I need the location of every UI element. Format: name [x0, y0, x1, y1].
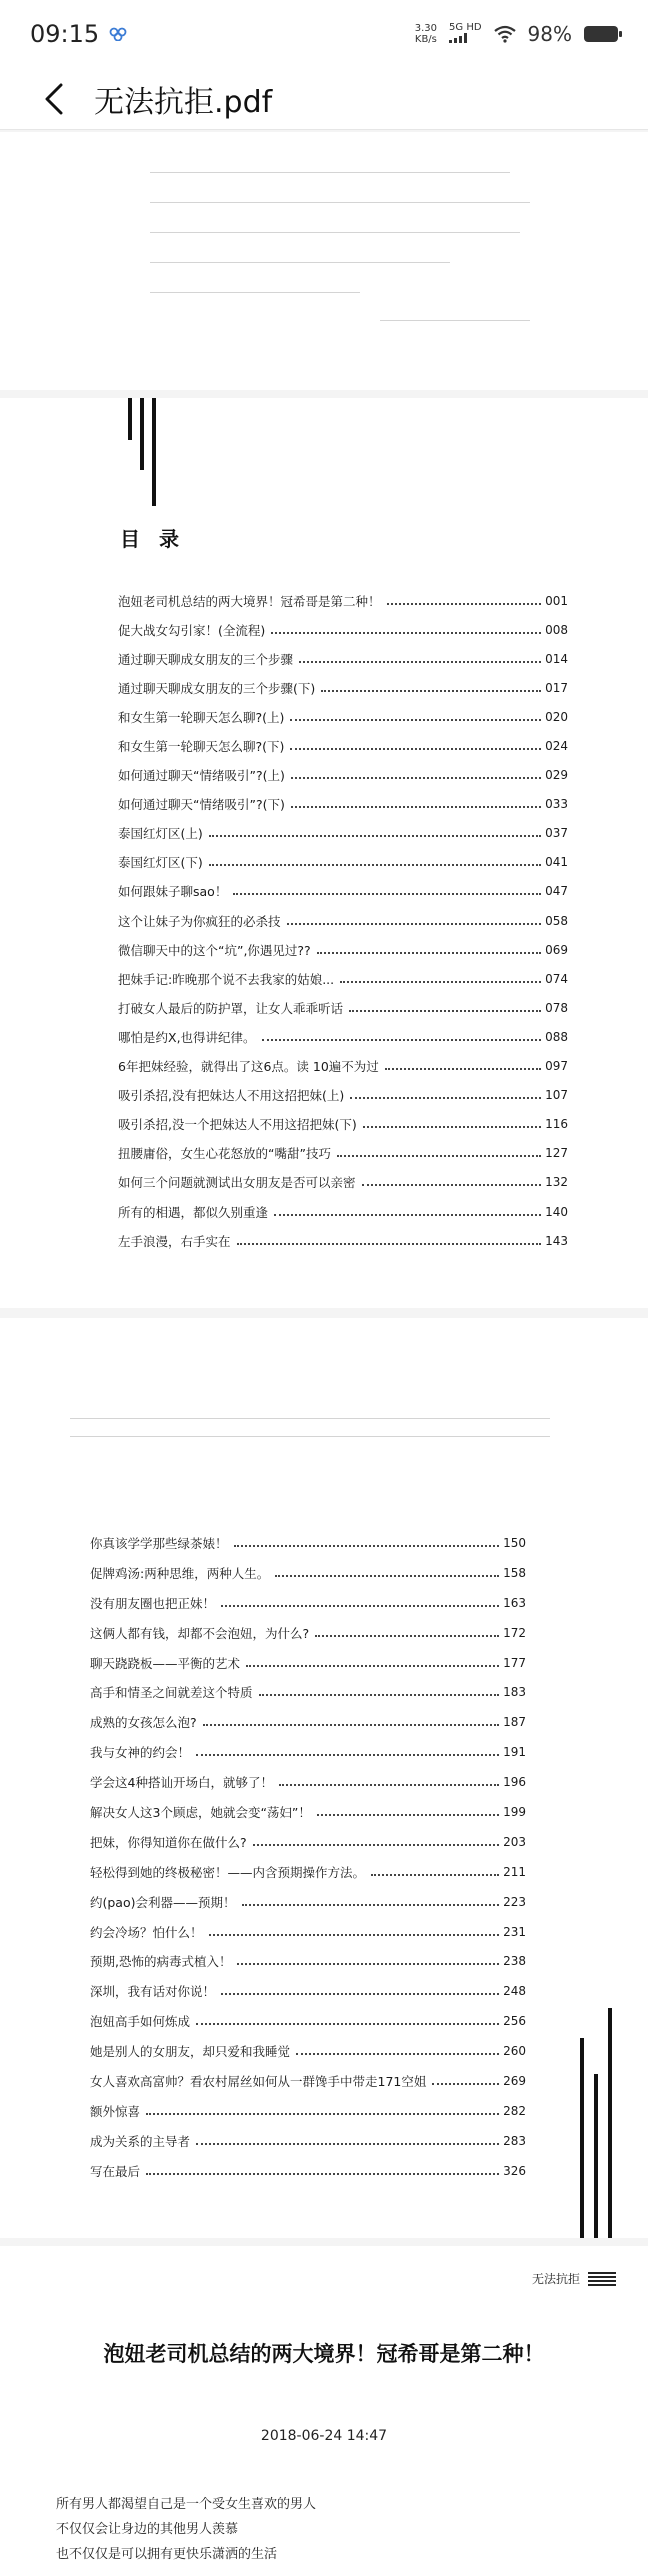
toc-entry[interactable] [90, 2006, 526, 2036]
toc-leader-dots [290, 748, 541, 750]
toc-entry[interactable] [118, 731, 568, 760]
toc-entry-title: 如何跟妹子聊sao！ [118, 884, 228, 900]
toc-entry[interactable] [90, 1767, 526, 1797]
toc-entry-title: 女人喜欢高富帅？看农村屌丝如何从一群馋手中带走171空姐 [90, 2073, 427, 2089]
faded-rule [70, 1436, 550, 1437]
toc-entry[interactable] [90, 1797, 526, 1827]
toc-entry-title: 深圳，我有话对你说！ [90, 1984, 216, 2000]
toc-list-2 [90, 1528, 526, 2186]
toc-entry[interactable] [90, 2156, 526, 2186]
toc-list-1 [118, 586, 568, 1255]
status-bar [0, 0, 648, 68]
toc-leader-dots [253, 1844, 499, 1846]
toc-entry[interactable] [118, 819, 568, 848]
toc-leader-dots [146, 2173, 499, 2175]
toc-entry-page: 024 [545, 739, 568, 754]
toc-leader-dots [432, 2083, 499, 2085]
toc-entry-page: 078 [545, 1000, 568, 1015]
battery-level: 98% [527, 22, 572, 46]
toc-entry[interactable] [90, 2036, 526, 2066]
toc-leader-dots [274, 1214, 541, 1216]
toc-entry-page: 282 [503, 2103, 526, 2118]
toc-entry[interactable] [90, 2126, 526, 2156]
toc-entry[interactable] [90, 1737, 526, 1767]
toc-entry-page: 037 [545, 826, 568, 841]
article-line: 也不仅仅是可以拥有更快乐潇洒的生活 [56, 2547, 278, 2560]
toc-entry[interactable] [90, 1618, 526, 1648]
clock: 09:15 [30, 20, 100, 48]
toc-leader-dots [299, 661, 541, 663]
toc-entry[interactable] [90, 1857, 526, 1887]
faded-rule [70, 1418, 550, 1419]
toc-entry[interactable] [118, 1081, 568, 1110]
faded-rule [150, 202, 530, 203]
toc-leader-dots [350, 1097, 541, 1099]
faded-rule [150, 292, 360, 293]
toc-entry-page: 088 [545, 1029, 568, 1044]
toc-entry-page: 172 [503, 1625, 526, 1640]
toc-entry[interactable] [118, 1139, 568, 1168]
toc-entry[interactable] [118, 702, 568, 731]
toc-entry-page: 008 [545, 622, 568, 637]
toc-leader-dots [296, 2053, 499, 2055]
toc-entry-title: 聊天跷跷板——平衡的艺术 [90, 1655, 241, 1671]
toc-entry[interactable] [118, 1052, 568, 1081]
toc-entry-page: 283 [503, 2133, 526, 2148]
toc-entry-page: 116 [545, 1117, 568, 1132]
back-button[interactable] [36, 79, 72, 119]
toc-leader-dots [349, 1010, 541, 1012]
toc-entry-page: 020 [545, 709, 568, 724]
toc-entry-title: 额外惊喜 [90, 2103, 141, 2119]
toc-leader-dots [321, 690, 541, 692]
toc-entry[interactable] [118, 1168, 568, 1197]
toc-entry-page: 058 [545, 913, 568, 928]
toc-leader-dots [237, 1963, 499, 1965]
toc-entry-title: 把妹手记:昨晚那个说不去我家的姑娘... [118, 971, 335, 987]
toc-entry[interactable] [90, 1976, 526, 2006]
toc-leader-dots [337, 1155, 541, 1157]
article-line: 不仅仅会让身边的其他男人羡慕 [56, 2522, 239, 2537]
pdf-page-top[interactable] [0, 132, 648, 390]
toc-entry-page: 158 [503, 1565, 526, 1580]
toc-entry-title: 如何通过聊天“情绪吸引”?(下) [118, 797, 285, 813]
toc-entry-title: 她是别人的女朋友，却只爱和我睡觉 [90, 2044, 291, 2060]
article-body [56, 2492, 316, 2560]
toc-entry-page: 177 [503, 1655, 526, 1670]
toc-leader-dots [317, 1814, 499, 1816]
toc-entry-title: 预期,恐怖的病毒式植入！ [90, 1954, 232, 1970]
toc-entry-title: 所有的相遇，都似久别重逢 [118, 1204, 269, 1220]
toc-entry-page: 187 [503, 1715, 526, 1730]
toc-entry[interactable] [90, 1946, 526, 1976]
decor-bar [580, 2038, 584, 2238]
brand-lines-icon [588, 2272, 616, 2286]
decor-bar [152, 398, 156, 506]
toc-leader-dots [279, 1784, 499, 1786]
toc-leader-dots [209, 864, 541, 866]
toc-entry-title: 写在最后 [90, 2163, 141, 2179]
toc-entry-page: 196 [503, 1775, 526, 1790]
toc-entry[interactable] [118, 1022, 568, 1051]
toc-entry-page: 132 [545, 1175, 568, 1190]
toc-leader-dots [363, 1126, 541, 1128]
toc-entry-page: 041 [545, 855, 568, 870]
toc-entry-title: 你真该学学那些绿茶婊！ [90, 1535, 228, 1551]
faded-rule [150, 262, 450, 263]
toc-leader-dots [237, 1243, 542, 1245]
toc-entry-title: 微信聊天中的这个“坑”,你遇见过?? [118, 942, 311, 958]
toc-entry[interactable] [118, 586, 568, 615]
toc-entry-title: 高手和情圣之间就差这个特质 [90, 1685, 253, 1701]
decor-bar [594, 2074, 598, 2238]
article-date: 2018-06-24 14:47 [260, 2428, 388, 2444]
toc-entry[interactable] [118, 615, 568, 644]
toc-entry-title: 6年把妹经验，就得出了这6点。读 10遍不为过 [118, 1059, 379, 1075]
toc-entry-title: 扭腰庸俗，女生心花怒放的“嘴甜”技巧 [118, 1146, 331, 1162]
toc-entry-title: 打破女人最后的防护罩，让女人乖乖听话 [118, 1000, 344, 1016]
toc-entry-title: 我与女神的约会！ [90, 1745, 191, 1761]
article-line: 所有男人都渴望自己是一个受女生喜欢的男人 [56, 2497, 317, 2512]
toc-leader-dots [234, 1545, 500, 1547]
toc-leader-dots [317, 952, 541, 954]
chevron-left-icon [44, 83, 64, 115]
toc-entry[interactable] [118, 673, 568, 702]
faded-rule [380, 320, 530, 321]
toc-entry[interactable] [90, 1887, 526, 1917]
decor-bar [608, 2008, 612, 2238]
pdf-page-toc-2[interactable] [0, 1318, 648, 2238]
toc-entry-title: 这俩人都有钱，却都不会泡妞，为什么? [90, 1625, 310, 1641]
pdf-page-toc-1[interactable] [0, 398, 648, 1308]
wifi-icon [494, 25, 516, 43]
toc-entry-page: 047 [545, 884, 568, 899]
toc-entry[interactable] [90, 1707, 526, 1737]
toc-entry-title: 如何三个问题就测试出女朋友是否可以亲密 [118, 1175, 356, 1191]
toc-entry-page: 097 [545, 1059, 568, 1074]
toc-entry-page: 140 [545, 1204, 568, 1219]
brand-mark [532, 2270, 616, 2287]
toc-entry-title: 通过聊天聊成女朋友的三个步骤 [118, 651, 294, 667]
toc-entry-title: 约会冷场？怕什么！ [90, 1924, 203, 1940]
toc-entry-page: 248 [503, 1984, 526, 1999]
toc-entry-page: 001 [545, 593, 568, 608]
toc-leader-dots [362, 1184, 542, 1186]
toc-entry-page: 191 [503, 1745, 526, 1760]
toc-entry-title: 没有朋友圈也把正妹！ [90, 1595, 216, 1611]
toc-leader-dots [209, 835, 541, 837]
toc-leader-dots [287, 923, 542, 925]
toc-leader-dots [371, 1874, 499, 1876]
toc-entry-title: 泰国红灯区(上) [118, 826, 203, 842]
toc-entry-title: 吸引杀招,没一个把妹达人不用这招把妹(下) [118, 1117, 357, 1133]
toc-entry-page: 033 [545, 797, 568, 812]
signal-bars-icon [449, 33, 471, 43]
toc-heading: 目 录 [120, 527, 185, 551]
decor-bar [140, 398, 144, 470]
toc-entry[interactable] [90, 1917, 526, 1947]
toc-entry[interactable] [118, 877, 568, 906]
toc-entry[interactable] [90, 2066, 526, 2096]
toc-entry[interactable] [90, 2096, 526, 2126]
toc-leader-dots [262, 1039, 542, 1041]
toc-entry-page: 211 [503, 1864, 526, 1879]
toc-entry[interactable] [90, 1827, 526, 1857]
toc-entry[interactable] [118, 761, 568, 790]
toc-leader-dots [233, 893, 541, 895]
toc-entry-page: 150 [503, 1535, 526, 1550]
toc-entry-page: 223 [503, 1894, 526, 1909]
toc-entry[interactable] [118, 644, 568, 673]
pdf-page-article[interactable] [0, 2246, 648, 2560]
toc-entry[interactable] [118, 848, 568, 877]
toc-entry-page: 074 [545, 971, 568, 986]
toc-entry[interactable] [90, 1648, 526, 1678]
status-time [30, 20, 127, 48]
toc-entry-title: 通过聊天聊成女朋友的三个步骤(下) [118, 680, 316, 696]
toc-entry-title: 约(pao)会利器——预期！ [90, 1894, 236, 1910]
toc-entry-title: 吸引杀招,没有把妹达人不用这招把妹(上) [118, 1088, 345, 1104]
toc-entry-page: 163 [503, 1595, 526, 1610]
toc-entry[interactable] [118, 1197, 568, 1226]
toc-leader-dots [221, 1993, 499, 1995]
toc-entry[interactable] [118, 790, 568, 819]
toc-entry[interactable] [90, 1528, 526, 1558]
toc-leader-dots [340, 981, 541, 983]
faded-rule [150, 172, 510, 173]
toc-leader-dots [196, 2023, 499, 2025]
brand-name: 无法抗拒 [531, 2272, 580, 2286]
toc-leader-dots [146, 2113, 499, 2115]
toc-entry-page: 260 [503, 2044, 526, 2059]
title-bar [0, 68, 648, 130]
toc-entry[interactable] [118, 993, 568, 1022]
toc-entry-page: 017 [545, 680, 568, 695]
toc-entry-page: 326 [503, 2163, 526, 2178]
toc-entry-title: 泡妞高手如何炼成 [90, 2014, 191, 2030]
toc-entry-page: 143 [545, 1233, 568, 1248]
toc-entry-page: 269 [503, 2073, 526, 2088]
toc-leader-dots [275, 1575, 499, 1577]
toc-entry-title: 解决女人这3个顾虑，她就会变“荡妇”！ [90, 1804, 311, 1820]
toc-entry-page: 238 [503, 1954, 526, 1969]
toc-leader-dots [242, 1904, 500, 1906]
toc-entry-title: 促大战女勾引家！(全流程) [118, 622, 266, 638]
toc-leader-dots [259, 1694, 500, 1696]
toc-entry-page: 183 [503, 1685, 526, 1700]
toc-leader-dots [196, 2143, 499, 2145]
article-title: 泡妞老司机总结的两大境界！冠希哥是第二种！ [103, 2341, 545, 2366]
app-notification-icon [109, 27, 127, 41]
toc-entry-page: 029 [545, 768, 568, 783]
toc-entry-page: 256 [503, 2014, 526, 2029]
toc-entry-page: 127 [545, 1146, 568, 1161]
toc-leader-dots [221, 1605, 499, 1607]
toc-entry-title: 这个让妹子为你疯狂的必杀技 [118, 913, 281, 929]
toc-leader-dots [203, 1724, 499, 1726]
toc-entry-page: 107 [545, 1088, 568, 1103]
battery-icon [584, 26, 618, 42]
toc-leader-dots [387, 603, 542, 605]
decor-bar [128, 398, 132, 440]
toc-entry[interactable] [118, 964, 568, 993]
toc-entry[interactable] [118, 906, 568, 935]
toc-entry-title: 泰国红灯区(下) [118, 855, 203, 871]
toc-entry[interactable] [90, 1558, 526, 1588]
toc-entry[interactable] [118, 1110, 568, 1139]
toc-entry[interactable] [118, 935, 568, 964]
cellular-signal [449, 22, 482, 46]
toc-leader-dots [290, 719, 541, 721]
toc-leader-dots [385, 1068, 541, 1070]
toc-entry-title: 和女生第一轮聊天怎么聊?(下) [118, 739, 285, 755]
toc-entry-page: 203 [503, 1834, 526, 1849]
toc-entry-title: 成为关系的主导者 [90, 2133, 191, 2149]
toc-entry-title: 左手浪漫，右手实在 [118, 1233, 231, 1249]
network-speed: 3.30 KB/s [414, 23, 438, 45]
toc-entry-page: 014 [545, 651, 568, 666]
toc-entry-title: 泡妞老司机总结的两大境界！冠希哥是第二种！ [118, 593, 381, 609]
toc-entry-page: 199 [503, 1804, 526, 1819]
toc-entry-title: 和女生第一轮聊天怎么聊?(上) [118, 709, 285, 725]
toc-leader-dots [271, 632, 541, 634]
toc-leader-dots [196, 1754, 499, 1756]
document-title: 无法抗拒.pdf [94, 84, 273, 120]
toc-entry[interactable] [90, 1677, 526, 1707]
toc-entry-title: 学会这4种搭讪开场白，就够了！ [90, 1775, 273, 1791]
toc-entry-title: 把妹，你得知道你在做什么? [90, 1834, 247, 1850]
toc-entry-title: 哪怕是约X,也得讲纪律。 [118, 1029, 256, 1045]
toc-leader-dots [291, 777, 541, 779]
network-type: 5G HD [449, 22, 482, 33]
toc-entry-page: 231 [503, 1924, 526, 1939]
toc-entry-title: 如何通过聊天“情绪吸引”?(上) [118, 768, 285, 784]
toc-entry[interactable] [90, 1588, 526, 1618]
toc-entry-page: 069 [545, 942, 568, 957]
toc-leader-dots [246, 1665, 499, 1667]
faded-rule [150, 232, 520, 233]
toc-entry-title: 促牌鸡汤:两种思维，两种人生。 [90, 1565, 270, 1581]
toc-leader-dots [315, 1635, 499, 1637]
toc-leader-dots [209, 1934, 500, 1936]
toc-entry-title: 轻松得到她的终极秘密！——内含预期操作方法。 [90, 1864, 366, 1880]
toc-entry[interactable] [118, 1226, 568, 1255]
toc-leader-dots [291, 806, 541, 808]
toc-entry-title: 成熟的女孩怎么泡? [90, 1715, 197, 1731]
